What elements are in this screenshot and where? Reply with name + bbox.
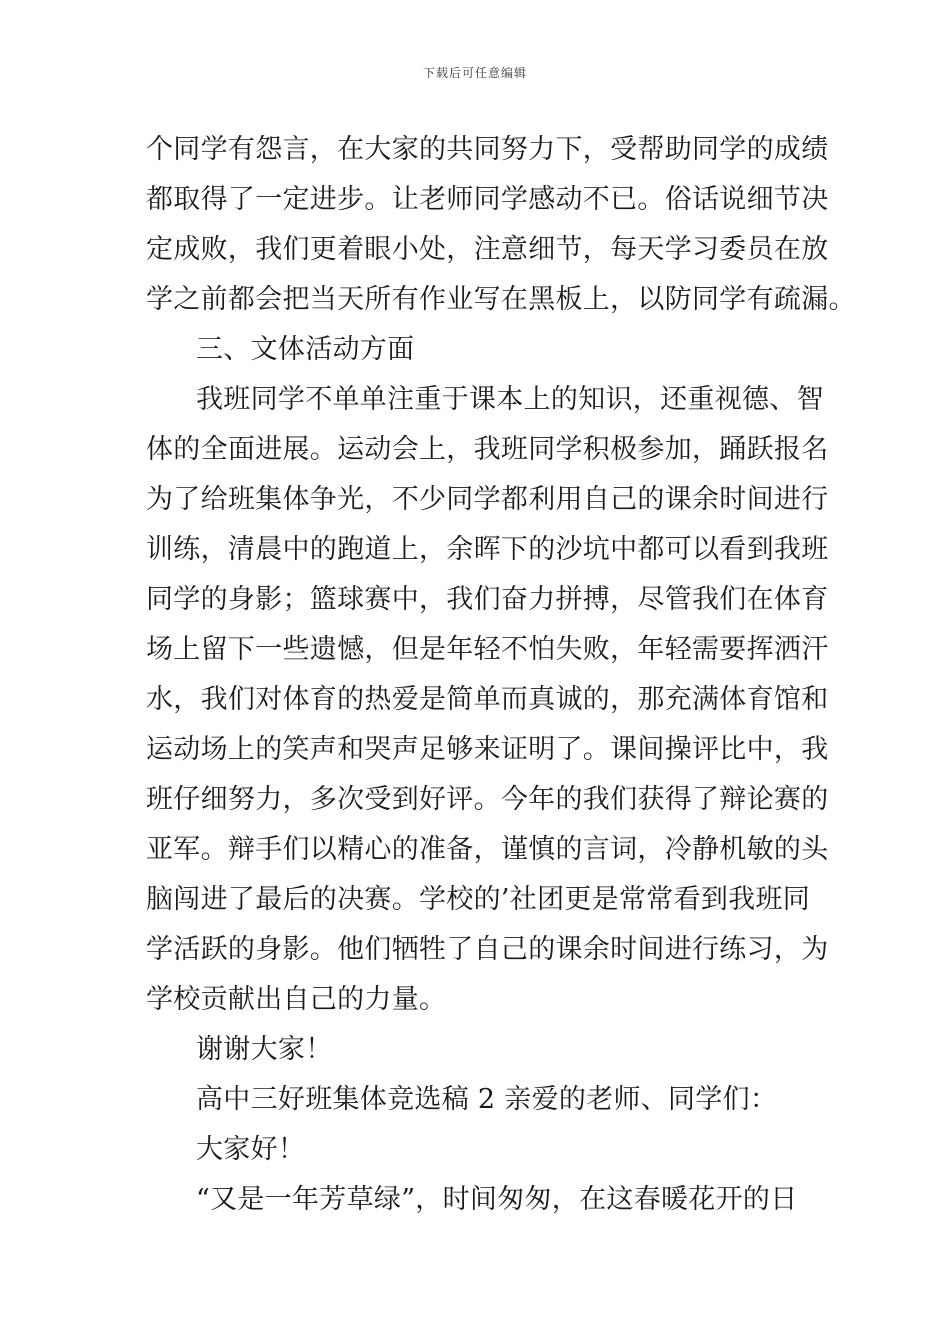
body-line: 个同学有怨言，在大家的共同努力下，受帮助同学的成绩 — [146, 134, 829, 165]
body-line: 亚军。辩手们以精心的准备，谨慎的言词，冷静机敏的头 — [146, 834, 829, 865]
body-line: 训练，清晨中的跑道上，余晖下的沙坑中都可以看到我班 — [146, 534, 829, 565]
body-line: 脑闯进了最后的决赛。学校的’社团更是常常看到我班同 — [146, 884, 811, 915]
body-line: 定成败，我们更着眼小处，注意细节，每天学习委员在放 — [146, 234, 829, 265]
body-line: 学校贡献出自己的力量。 — [146, 984, 447, 1015]
body-line: 班仔细努力，多次受到好评。今年的我们获得了辩论赛的 — [146, 784, 829, 815]
page-header-note: 下载后可任意编辑 — [422, 66, 527, 80]
body-line: 学之前都会把当天所有作业写在黑板上，以防同学有疏漏。 — [146, 284, 856, 315]
body-line: 都取得了一定进步。让老师同学感动不已。俗话说细节决 — [146, 184, 829, 215]
body-line: 同学的身影；篮球赛中，我们奋力拼搏，尽管我们在体育 — [146, 584, 829, 615]
body-line: “又是一年芳草绿”，时间匆匆，在这春暖花开的日 — [196, 1184, 798, 1215]
body-line: 学活跃的身影。他们牺牲了自己的课余时间进行练习，为 — [146, 934, 829, 965]
closing-line: 谢谢大家！ — [196, 1034, 333, 1065]
body-line: 我班同学不单单注重于课本上的知识，还重视德、智 — [196, 384, 824, 415]
body-line: 场上留下一些遗憾，但是年轻不怕失败，年轻需要挥洒汗 — [146, 634, 829, 665]
section-heading: 三、文体活动方面 — [196, 334, 415, 365]
body-line: 水，我们对体育的热爱是简单而真诚的，那充满体育馆和 — [146, 684, 829, 715]
body-line: 为了给班集体争光，不少同学都利用自己的课余时间进行 — [146, 484, 829, 515]
greeting-line: 大家好！ — [196, 1134, 306, 1165]
speech-title-line: 高中三好班集体竞选稿 2 亲爱的老师、同学们： — [196, 1084, 778, 1115]
body-line: 体的全面进展。运动会上，我班同学积极参加，踊跃报名 — [146, 434, 829, 465]
body-line: 运动场上的笑声和哭声足够来证明了。课间操评比中，我 — [146, 734, 829, 765]
